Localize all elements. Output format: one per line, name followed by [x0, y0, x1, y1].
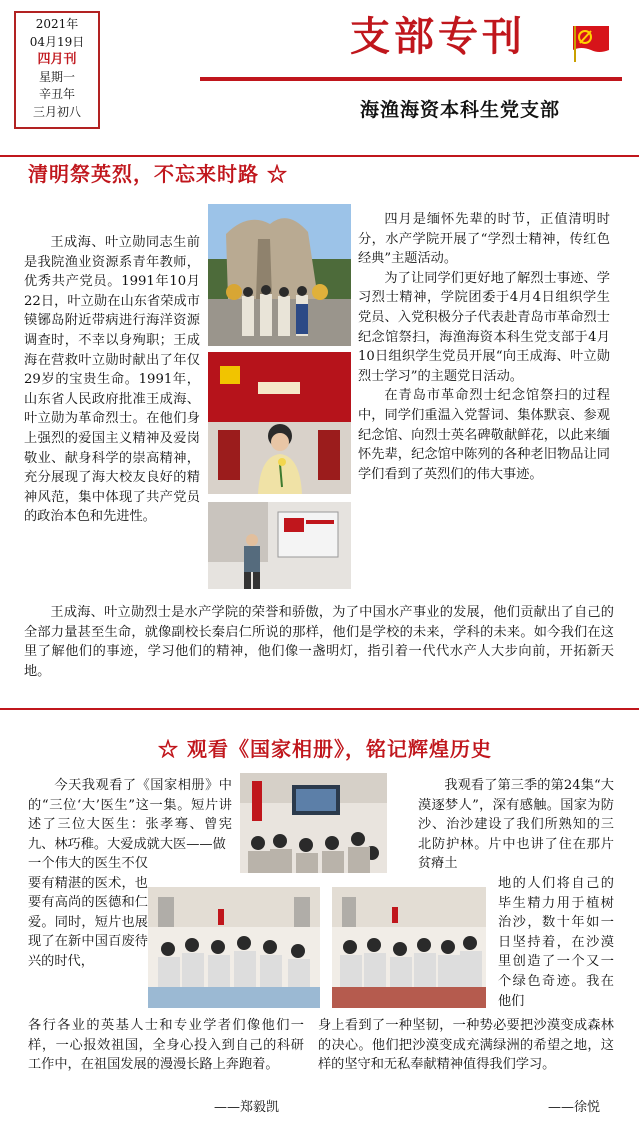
section2-right-paragraph-start: 我观看了第三季的第24集“大漠逐梦人”，深有感触。国家为防沙、治沙建设了我们所熟知的三北防护林。片中也讲了住在那片贫瘠土: [418, 778, 614, 872]
left-signature: ——郑毅凯: [214, 1100, 280, 1115]
section2-right-bottom: [318, 1016, 614, 1075]
section2-left-mid: [28, 854, 148, 972]
section2-right-top: [418, 776, 614, 874]
presenter-photo: [208, 502, 351, 589]
lunar-year: 辛丑年: [38, 87, 75, 101]
section1-title: 清明祭英烈，不忘来时路 ☆: [28, 162, 288, 186]
monument-photo: [208, 204, 351, 346]
section1-right-column: [358, 210, 610, 484]
lunar-day: 三月初八: [32, 104, 81, 119]
masthead-title: 支部专刊: [350, 13, 526, 60]
date-year: 2021年: [35, 17, 79, 31]
section1-right-paragraph-2: 为了让同学们更好地了解烈士事迹、学习烈士精神，学院团委于4月4日组织学生党员、入党积极分子代表赴青岛市革命烈士纪念馆祭扫，海渔海资本科生党支部于4月10日组织学生党员开展“向王成海、叶立勋烈士学习”的主题党日活动。: [358, 270, 610, 384]
section2-right-mid: [498, 874, 614, 1011]
edition-label: 四月刊: [37, 52, 77, 67]
section2-left-top: [28, 776, 232, 854]
student-flower-photo: [208, 352, 351, 494]
section1-left-column: [24, 233, 200, 527]
section1-right-paragraph-1: 四月是缅怀先辈的时节，正值清明时分，水产学院开展了“学烈士精神，传红色经典”主题活动。: [358, 212, 610, 267]
section1-rule: [0, 155, 639, 157]
section1-left-paragraph: 王成海、叶立勋同志生前是我院渔业资源系青年教师，优秀共产党员。1991年10月22日，叶立勋在山东省荣成市镆铘岛附近带病进行海洋资源调查时，不幸以身殉职；王成海在营救叶立勋时献出了年仅29岁的宝贵生命。1991年，山东省人民政府批准王成海、叶立勋为革命烈士。在他们身上强烈的爱国主义精神及爱岗敬业、献身科学的崇高精神，充分展现了海大校友良好的精神风范，集中体现了共产党员的政治本色和先进性。: [24, 235, 200, 525]
screening-room-photo: [240, 773, 387, 873]
section2-left-paragraph-start: 今天我观看了《国家相册》中的“三位‘大’医生”这一集。短片讲述了三位大医生：张孝骞、曾宪九、林巧稚。大爱成就大医——做: [28, 778, 232, 852]
section2-left-bottom: [28, 1016, 304, 1075]
section2-right-paragraph-end: 身上看到了一种坚韧，一种势必要把沙漠变成森林的决心。他们把沙漠变成充满绿洲的希望之地，这样的坚守和无私奉献精神值得我们学习。: [318, 1018, 614, 1073]
party-flag-icon: [569, 20, 613, 64]
section2-right-paragraph-continued: 地的人们将自己的毕生精力用于植树治沙，数十年如一日坚持着，在沙漠里创造了一个又一个绿色奇迹。我在他们: [498, 876, 614, 1009]
weekday: 星期一: [38, 69, 75, 84]
section1-right-paragraph-3: 在青岛市革命烈士纪念馆祭扫的过程中，同学们重温入党誓词、集体默哀、参观纪念馆、向烈士英名碑敬献鲜花，以此来缅怀先辈，纪念馆中陈列的各种老旧物品让同学们看到了英烈们的伟大事迹。: [358, 388, 610, 482]
section2-rule: [0, 708, 639, 710]
section2-left-paragraph-end: 各行各业的英基人士和专业学者们像他们一样，一心报效祖国，全身心投入到自己的科研工作中，在祖国发展的漫漫长路上奔跑着。: [28, 1018, 304, 1073]
right-signature: ——徐悦: [548, 1100, 601, 1115]
date-box: [14, 11, 100, 129]
classroom-right-photo: [332, 887, 486, 1008]
section1-bottom: [24, 603, 614, 681]
section2-left-paragraph-continued: 一个伟大的医生不仅要有精湛的医术，也要有高尚的医德和仁爱。同时，短片也展现了在新中国百废待兴的时代，: [28, 856, 148, 969]
section2-title: ☆ 观看《国家相册》，铭记辉煌历史: [158, 737, 492, 761]
section1-bottom-paragraph: 王成海、叶立勋烈士是水产学院的荣誉和骄傲，为了中国水产事业的发展，他们贡献出了自己的全部力量甚至生命，就像副校长秦启仁所说的那样，他们是学校的未来，学科的未来。如今我们在这里了解他们的事迹，学习他们的精神，他们像一盏明灯，指引着一代代水产人大步向前，开拓新天地。: [24, 605, 614, 679]
masthead-rule: [200, 77, 622, 81]
classroom-left-photo: [148, 887, 320, 1008]
date-day: 04月19日: [29, 34, 85, 49]
branch-name: 海渔海资本科生党支部: [360, 99, 561, 121]
